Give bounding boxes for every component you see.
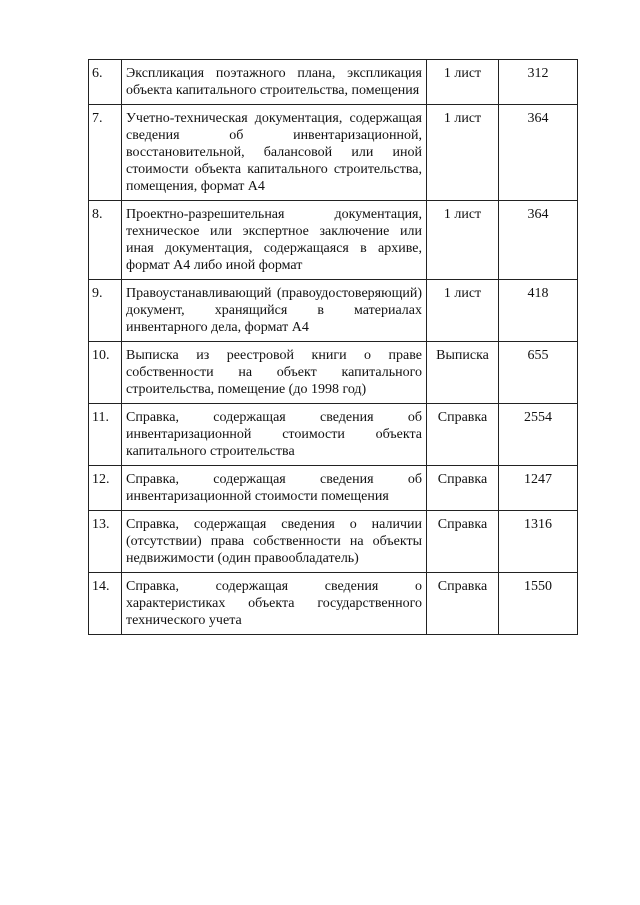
unit-of-measure: 1 лист <box>427 60 499 105</box>
service-name: Справка, содержащая сведения о характеристиках объекта государственного технического учета <box>122 573 427 635</box>
price-value: 312 <box>499 60 578 105</box>
service-name: Правоустанавливающий (правоудостоверяющий) документ, хранящийся в материалах инвентарного дела, формат А4 <box>122 280 427 342</box>
price-list-table <box>88 59 578 635</box>
table-row <box>89 404 578 466</box>
price-value: 418 <box>499 280 578 342</box>
service-name: Справка, содержащая сведения об инвентаризационной стоимости объекта капитального строительства <box>122 404 427 466</box>
service-name: Проектно-разрешительная документация, техническое или экспертное заключение или иная документация, содержащаяся в архиве, формат А4 либо иной формат <box>122 201 427 280</box>
table-row <box>89 573 578 635</box>
price-value: 655 <box>499 342 578 404</box>
service-name: Учетно-техническая документация, содержащая сведения об инвентаризационной, восстановительной, балансовой или иной стоимости объекта капитального строительства, помещения, формат А4 <box>122 105 427 201</box>
row-number: 14. <box>89 573 122 635</box>
row-number: 10. <box>89 342 122 404</box>
table-row <box>89 511 578 573</box>
row-number: 7. <box>89 105 122 201</box>
row-number: 9. <box>89 280 122 342</box>
unit-of-measure: 1 лист <box>427 201 499 280</box>
unit-of-measure: Справка <box>427 404 499 466</box>
row-number: 8. <box>89 201 122 280</box>
price-value: 1247 <box>499 466 578 511</box>
table-row <box>89 466 578 511</box>
unit-of-measure: Справка <box>427 573 499 635</box>
unit-of-measure: Справка <box>427 466 499 511</box>
unit-of-measure: 1 лист <box>427 280 499 342</box>
row-number: 6. <box>89 60 122 105</box>
row-number: 11. <box>89 404 122 466</box>
table-row <box>89 280 578 342</box>
service-name: Выписка из реестровой книги о праве собственности на объект капитального строительства, помещение (до 1998 год) <box>122 342 427 404</box>
table-row <box>89 60 578 105</box>
price-value: 364 <box>499 201 578 280</box>
table-row <box>89 105 578 201</box>
unit-of-measure: Выписка <box>427 342 499 404</box>
unit-of-measure: 1 лист <box>427 105 499 201</box>
price-value: 1316 <box>499 511 578 573</box>
price-value: 2554 <box>499 404 578 466</box>
service-name: Справка, содержащая сведения об инвентаризационной стоимости помещения <box>122 466 427 511</box>
service-name: Экспликация поэтажного плана, экспликация объекта капитального строительства, помещения <box>122 60 427 105</box>
price-value: 364 <box>499 105 578 201</box>
row-number: 13. <box>89 511 122 573</box>
row-number: 12. <box>89 466 122 511</box>
unit-of-measure: Справка <box>427 511 499 573</box>
table-row <box>89 201 578 280</box>
table-row <box>89 342 578 404</box>
service-name: Справка, содержащая сведения о наличии (отсутствии) права собственности на объекты недвижимости (один правообладатель) <box>122 511 427 573</box>
price-value: 1550 <box>499 573 578 635</box>
